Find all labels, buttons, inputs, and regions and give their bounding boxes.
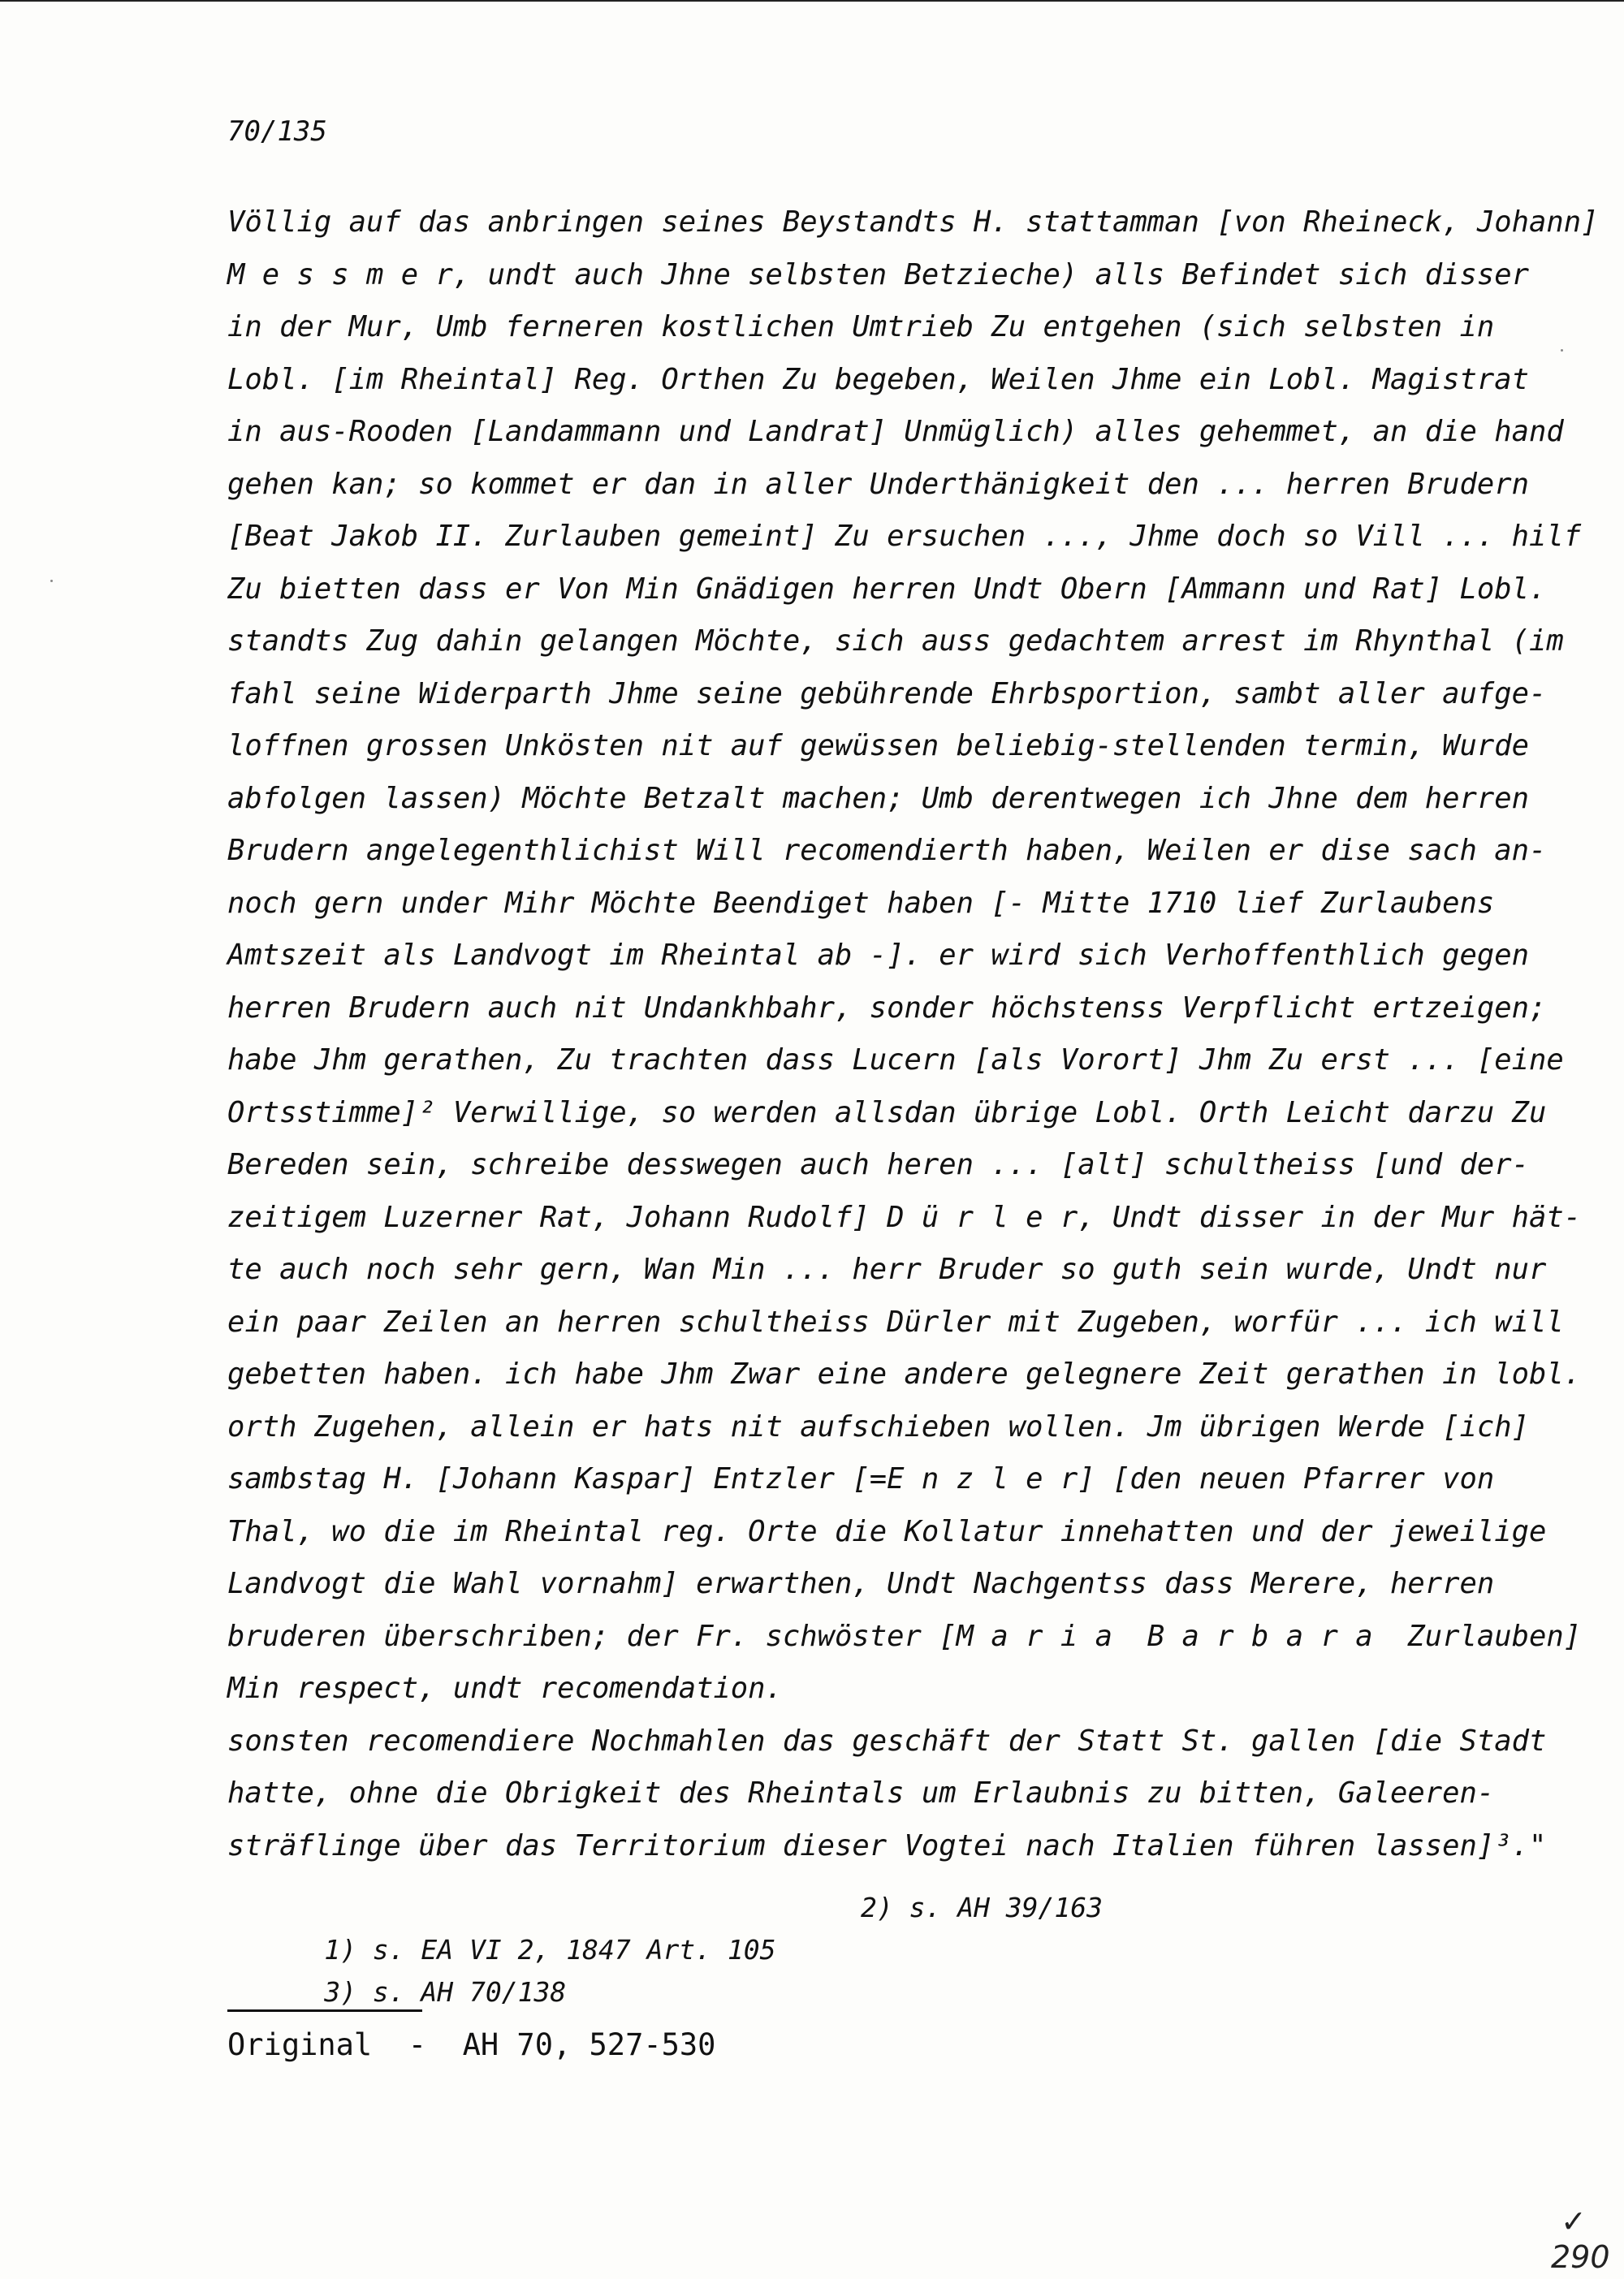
scan-speck (1561, 349, 1563, 352)
text-line: bruderen überschriben; der Fr. schwöster [M a r i a B a r b a r a Zurlauben] (227, 1619, 1582, 1653)
footnotes (227, 1887, 1527, 2008)
separator-rule (227, 2009, 422, 2012)
text-line: Thal, wo die im Rheintal reg. Orte die Kollatur innehatten und der jeweilige (227, 1514, 1547, 1548)
footnote-1: 1) s. EA VI 2, 1847 Art. 105 (324, 1934, 776, 1966)
text-line: Amtszeit als Landvogt im Rheintal ab -]. er wird sich Verhoffenthlich gegen (227, 939, 1529, 972)
text-line: in der Mur, Umb ferneren kostlichen Umtrieb Zu entgehen (sich selbsten in (227, 310, 1495, 343)
text-line: abfolgen lassen) Möchte Betzalt machen; Umb derentwegen ich Jhne dem herren (227, 781, 1529, 815)
letter-body (227, 196, 1599, 1872)
text-line: standts Zug dahin gelangen Möchte, sich auss gedachtem arrest im Rhynthal (im (227, 624, 1564, 658)
text-line: habe Jhm gerathen, Zu trachten dass Lucern [als Vorort] Jhm Zu erst ... [eine (227, 1043, 1564, 1077)
text-line: Lobl. [im Rheintal] Reg. Orthen Zu begeben, Weilen Jhme ein Lobl. Magistrat (227, 362, 1529, 396)
text-line: herren Brudern auch nit Undankhbahr, sonder höchstenss Verpflicht ertzeigen; (227, 991, 1547, 1025)
text-line: Völlig auf das anbringen seines Beystandts H. stattamman [von Rheineck, Johann] (227, 205, 1599, 239)
text-line: ein paar Zeilen an herren schultheiss Dürler mit Zugeben, worfür ... ich will (227, 1305, 1564, 1339)
footnote-row (227, 1929, 1527, 2008)
text-line: fahl seine Widerparth Jhme seine gebührende Ehrbsportion, sambt aller aufge- (227, 676, 1547, 710)
footnote-row (227, 1887, 1527, 1966)
text-line: in aus-Rooden [Landammann und Landrat] Unmüglich) alles gehemmet, an die hand (227, 415, 1564, 448)
text-line: Brudern angelegenthlichist Will recomendierth haben, Weilen er dise sach an- (227, 834, 1547, 867)
text-line: zeitigem Luzerner Rat, Johann Rudolf] D ü r l e r, Undt disser in der Mur hät- (227, 1200, 1582, 1234)
text-line: te auch noch sehr gern, Wan Min ... herr Bruder so guth sein wurde, Undt nur (227, 1253, 1547, 1286)
scan-speck (50, 580, 53, 582)
source-reference: Original - AH 70, 527-530 (227, 2027, 716, 2062)
text-line: sambstag H. [Johann Kaspar] Entzler [=E n z l e r] [den neuen Pfarrer von (227, 1462, 1495, 1496)
footnote-3: 3) s. AH 70/138 (324, 1976, 567, 2008)
text-line: Bereden sein, schreibe desswegen auch heren ... [alt] schultheiss [und der- (227, 1148, 1529, 1181)
text-line: Landvogt die Wahl vornahm] erwarthen, Undt Nachgentss dass Merere, herren (227, 1567, 1495, 1600)
text-line: orth Zugehen, allein er hats nit aufschieben wollen. Jm übrigen Werde [ich] (227, 1409, 1529, 1444)
text-line: noch gern under Mihr Möchte Beendiget haben [- Mitte 1710 lief Zurlaubens (227, 886, 1495, 920)
text-line: Zu bietten dass er Von Min Gnädigen herren Undt Obern [Ammann und Rat] Lobl. (227, 572, 1547, 606)
page-reference: 70/135 (227, 115, 327, 148)
text-line: gebetten haben. ich habe Jhm Zwar eine andere gelegnere Zeit gerathen in lobl. (227, 1357, 1582, 1391)
handwritten-page-number: 290 (1551, 2239, 1610, 2275)
text-line: sonsten recomendiere Nochmahlen das geschäft der Statt St. gallen [die Stadt (227, 1724, 1547, 1758)
text-line: Ortsstimme]² Verwillige, so werden allsdan übrige Lobl. Orth Leicht darzu Zu (227, 1095, 1547, 1129)
text-line: gehen kan; so kommet er dan in aller Underthänigkeit den ... herren Brudern (227, 467, 1529, 501)
text-line: [Beat Jakob II. Zurlauben gemeint] Zu ersuchen ..., Jhme doch so Vill ... hilf (227, 520, 1582, 553)
handwritten-check-mark: ✓ (1561, 2203, 1587, 2239)
text-line: loffnen grossen Unkösten nit auf gewüssen beliebig-stellenden termin, Wurde (227, 729, 1529, 762)
text-line: hatte, ohne die Obrigkeit des Rheintals um Erlaubnis zu bitten, Galeeren- (227, 1776, 1495, 1810)
text-line: sträflinge über das Territorium dieser Vogtei nach Italien führen lassen]³." (227, 1828, 1547, 1862)
footnote-2: 2) s. AH 39/163 (861, 1892, 1104, 1923)
text-line: Min respect, undt recomendation. (227, 1672, 783, 1705)
text-line: M e s s m e r, undt auch Jhne selbsten Betzieche) alls Befindet sich disser (227, 257, 1529, 291)
